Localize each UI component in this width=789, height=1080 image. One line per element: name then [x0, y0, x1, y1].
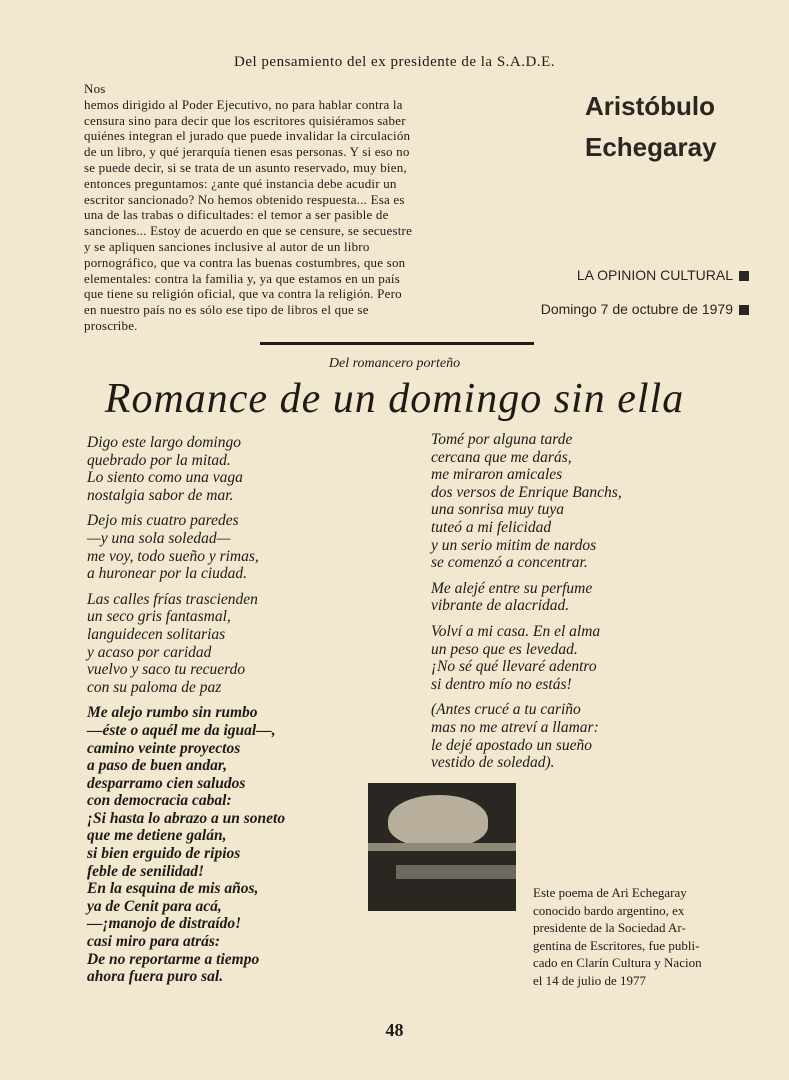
poem-line: a huronear por la ciudad.	[87, 565, 248, 583]
quote-line: elementales: contra la familia y, ya que estamos en un país	[84, 270, 400, 286]
poem-line: me voy, todo sueño y rimas,	[87, 547, 259, 565]
source-line	[577, 267, 749, 283]
quote-line: que tiene su religión oficial, que va contra la religión. Pero	[84, 286, 402, 302]
poem-stanza	[431, 431, 731, 572]
poem-subtitle: Del romancero porteño	[328, 356, 461, 371]
poem-line: Lo siento como una vaga	[87, 469, 243, 487]
photo-band	[396, 865, 516, 879]
poem-stanza	[431, 580, 731, 615]
poem-line: De no reportarme a tiempo	[87, 950, 260, 968]
poem-line: cercana que me darás,	[431, 448, 572, 466]
author-name	[585, 86, 755, 168]
photo-band	[368, 843, 516, 851]
poem-stanza	[87, 512, 387, 582]
poem-line: —y una sola soledad—	[87, 529, 231, 547]
poem-line: un peso que es levedad.	[431, 640, 578, 658]
poem-line: nostalgia sabor de mar.	[87, 486, 234, 504]
poem-line: Las calles frías trascienden	[87, 590, 258, 608]
poem-line: —¡manojo de distraído!	[87, 915, 242, 933]
poem-line: Tomé por alguna tarde	[431, 431, 573, 448]
page-number: 48	[385, 1020, 404, 1040]
poem-right-column	[431, 431, 731, 780]
source-name: LA OPINION CULTURAL	[576, 267, 733, 283]
square-bullet-icon	[739, 305, 749, 315]
poem-stanza	[87, 591, 387, 697]
poem-line: Me alejé entre su perfume	[431, 579, 593, 597]
quote-line: escritor sancionado? No hemos obtenido respuesta... Esa es	[84, 191, 405, 207]
poem-line: un seco gris fantasmal,	[87, 608, 231, 626]
quote-line: una de las trabas o dificultades: el temor a ser pasible de	[84, 207, 389, 223]
quote-line: sanciones... Estoy de acuerdo en que se censure, se secuestre	[84, 223, 413, 239]
poem-line: vuelvo y saco tu recuerdo	[87, 661, 246, 679]
poem-line: si dentro mío no estás!	[431, 675, 572, 693]
poem-line: me miraron amicales	[431, 466, 563, 484]
quote-line: de un libro, y qué jerarquía tienen esas personas. Y si eso no	[84, 144, 410, 160]
quote-line: pornográfico, que va contra las buenas costumbres, que son	[84, 254, 406, 270]
square-bullet-icon	[739, 271, 749, 281]
poem-line: desparramo cien saludos	[87, 774, 246, 792]
poem-line: y acaso por caridad	[87, 643, 212, 661]
poem-line: Dejo mis cuatro paredes	[87, 512, 239, 530]
poem-stanza	[87, 704, 387, 986]
poem-line: ahora fuera puro sal.	[87, 968, 224, 986]
poem-line: casi miro para atrás:	[87, 933, 221, 951]
poem-line: le dejé apostado un sueño	[431, 736, 593, 754]
caption-line: el 14 de julio de 1977	[533, 972, 647, 988]
poem-line: tuteó a mi felicidad	[431, 518, 552, 536]
poem-stanza	[431, 623, 731, 693]
quote-line: en nuestro país no es sólo ese tipo de libros el que se	[84, 302, 369, 318]
quote-line: proscribe.	[84, 317, 138, 333]
poem-line: una sonrisa muy tuya	[431, 501, 565, 519]
photo-caption	[533, 884, 755, 990]
poem-line: Volví a mi casa. En el alma	[431, 622, 601, 640]
source-date: Domingo 7 de octubre de 1979	[540, 301, 733, 317]
author-first-name: Aristóbulo	[585, 91, 715, 121]
poem-title: Romance de un domingo sin ella	[104, 376, 685, 422]
section-divider	[260, 342, 534, 345]
poem-line: ya de Cenit para acá,	[87, 897, 222, 915]
quote-paragraph	[84, 81, 498, 334]
poem-line: ¡No sé qué llevaré adentro	[431, 658, 597, 676]
poem-line: vibrante de alacridad.	[431, 597, 570, 615]
quote-line: censura sino para decir que los escritores quisiéramos saber	[84, 112, 406, 128]
quote-line: y se apliquen sanciones inclusive al autor de un libro	[84, 238, 370, 254]
poem-line: dos versos de Enrique Banchs,	[431, 483, 622, 501]
poem-stanza	[431, 701, 731, 771]
poem-line: con democracia cabal:	[87, 792, 232, 810]
poem-line: si bien erguido de ripios	[87, 845, 241, 863]
poem-line: con su paloma de paz	[87, 678, 222, 696]
poem-line: Me alejo rumbo sin rumbo	[87, 704, 258, 722]
caption-line: gentina de Escritores, fue publi-	[533, 937, 700, 953]
quote-line: quiénes integran el jurado que puede invalidar la circulación	[84, 128, 411, 144]
caption-line: presidente de la Sociedad Ar-	[533, 920, 686, 936]
poem-line: ¡Si hasta lo abrazo a un soneto	[87, 809, 286, 827]
author-photo	[368, 783, 516, 911]
caption-line: cado en Clarín Cultura y Nacion	[533, 955, 702, 971]
author-last-name: Echegaray	[585, 132, 717, 162]
poem-line: camino veinte proyectos	[87, 739, 241, 757]
poem-line: a paso de buen andar,	[87, 757, 227, 775]
quote-line: entonces preguntamos: ¿ante qué instancia debe acudir un	[84, 175, 397, 191]
poem-left-column	[87, 434, 387, 994]
poem-line: feble de senilidad!	[87, 862, 205, 880]
poem-line: mas no me atreví a llamar:	[431, 718, 599, 736]
poem-line: languidecen solitarias	[87, 625, 226, 643]
photo-figure	[388, 795, 488, 847]
poem-line: que me detiene galán,	[87, 827, 227, 845]
poem-line: Digo este largo domingo	[87, 434, 241, 451]
date-line	[541, 301, 749, 317]
quote-line: hemos dirigido al Poder Ejecutivo, no para hablar contra la	[84, 96, 403, 112]
caption-line: Este poema de Ari Echegaray	[533, 885, 687, 900]
kicker-heading: Del pensamiento del ex presidente de la S.A.D.E.	[234, 54, 555, 70]
poem-line: vestido de soledad).	[431, 754, 555, 772]
poem-line: se comenzó a concentrar.	[431, 554, 588, 572]
poem-line: En la esquina de mis años,	[87, 880, 259, 898]
quote-line: Nos	[84, 81, 106, 96]
poem-line: y un serio mitim de nardos	[431, 536, 597, 554]
poem-stanza	[87, 434, 387, 504]
quote-line: se puede decir, si se trata de un asunto reservado, muy bien,	[84, 159, 407, 175]
poem-line: (Antes crucé a tu cariño	[431, 701, 581, 719]
poem-line: quebrado por la mitad.	[87, 451, 231, 469]
poem-line: —éste o aquél me da igual—,	[87, 721, 276, 739]
caption-line: conocido bardo argentino, ex	[533, 902, 685, 918]
